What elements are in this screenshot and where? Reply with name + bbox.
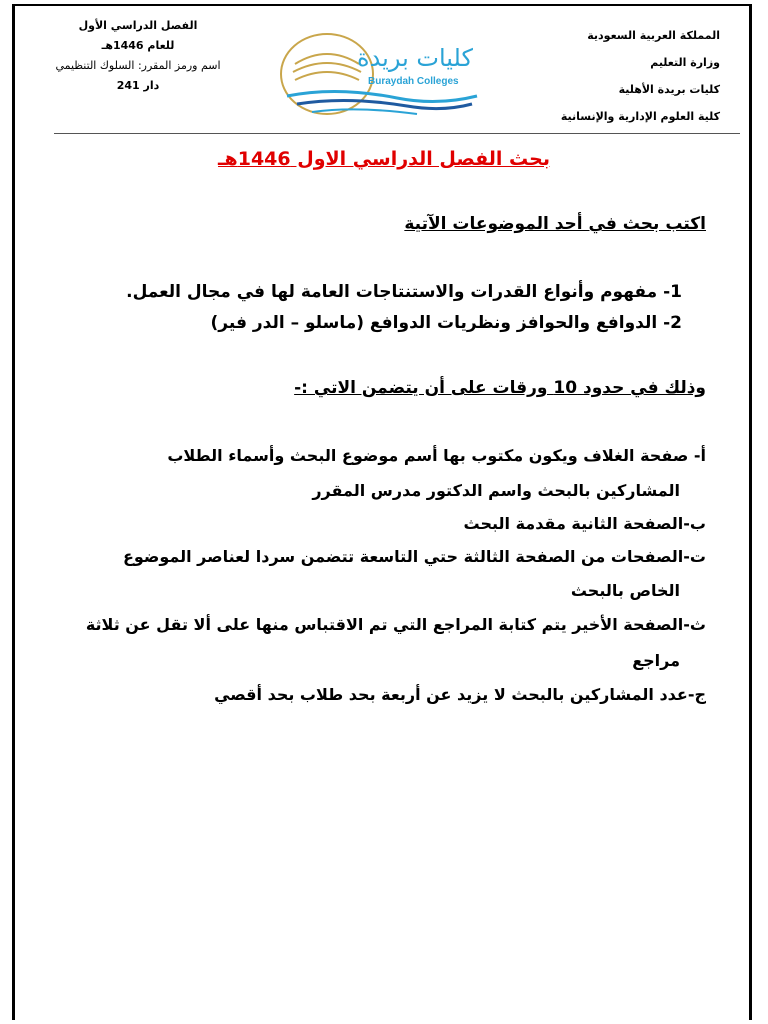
requirement-a: أ- صفحة الغلاف ويكون مكتوب بها أسم موضوع البحث وأسماء الطلاب [167, 446, 706, 465]
header-kingdom: المملكة العربية السعودية [587, 29, 720, 42]
logo-arabic-text: كليات بريدة [357, 44, 473, 72]
logo-emblem-icon [277, 26, 482, 121]
document-title: بحث الفصل الدراسي الاول 1446هـ [218, 148, 550, 170]
header-course: اسم ورمز المقرر: السلوك التنظيمي [55, 59, 221, 72]
logo-english-text: Buraydah Colleges [368, 76, 459, 87]
header-code: دار 241 [116, 79, 160, 92]
requirement-a-cont: المشاركين بالبحث واسم الدكتور مدرس المقرر [312, 481, 680, 500]
instruction-heading: اكتب بحث في أحد الموضوعات الآتية [404, 214, 706, 234]
header-right-block [520, 22, 720, 130]
requirement-c-cont: الخاص بالبحث [570, 581, 680, 600]
requirement-e: ج-عدد المشاركين بالبحث لا يزيد عن أربعة بحد طلاب بحد أقصي [214, 685, 706, 704]
header-ministry: وزارة التعليم [650, 56, 720, 69]
requirement-c: ت-الصفحات من الصفحة الثالثة حتي التاسعة تتضمن سردا لعناصر الموضوع [122, 547, 706, 566]
topic-item-1: 1- مفهوم وأنواع القدرات والاستنتاجات العامة لها في مجال العمل. [126, 282, 682, 302]
college-logo [277, 26, 482, 121]
requirement-d-cont: مراجع [632, 651, 680, 670]
header-year: للعام 1446هـ [101, 39, 175, 52]
scope-heading: وذلك في حدود 10 ورقات على أن يتضمن الاتي :- [294, 378, 706, 398]
header-college: كليات بريدة الأهلية [618, 83, 720, 96]
header-divider [54, 133, 740, 134]
header-semester: الفصل الدراسي الأول [78, 19, 198, 32]
header-faculty: كلية العلوم الإدارية والإنسانية [560, 110, 720, 123]
topic-item-2: 2- الدوافع والحوافز ونظريات الدوافع (ماسلو – الدر فير) [210, 313, 682, 333]
header-left-block [38, 16, 238, 96]
requirement-d: ث-الصفحة الأخير يتم كتابة المراجع التي تم الاقتباس منها على ألا تقل عن ثلاثة [85, 615, 706, 634]
requirement-b: ب-الصفحة الثانية مقدمة البحث [463, 514, 706, 533]
